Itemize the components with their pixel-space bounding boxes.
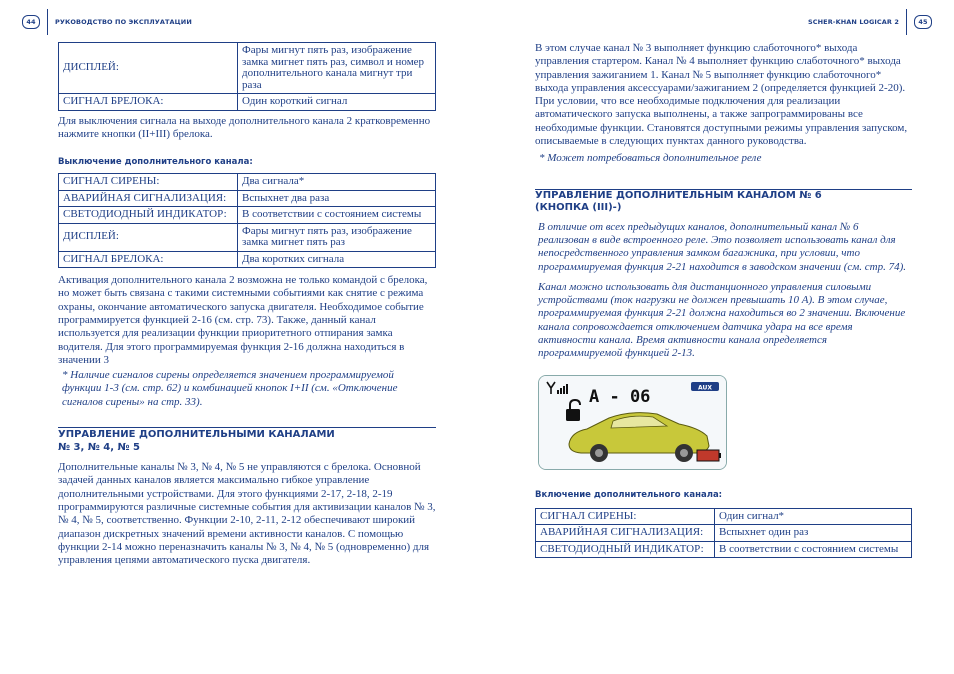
paragraph: Активация дополнительного канала 2 возможна не только командой с брелока, но может быть связана с такими системными событиями как снятие с режима охраны, окончание автоматического запуска двигателя. Необходимое событие программируется функцией 2-16 (см. стр. 73). Также, данный канал используется для реализации функции приоритетного отпирания замка водителя. Для этого программируемая функция 2-16 должна находиться в значении 3 xyxy=(58,274,428,366)
table-value: Фары мигнут пять раз, изображение замка мигнет пять раз xyxy=(238,223,436,251)
table-row xyxy=(59,190,436,207)
table-row xyxy=(59,207,436,224)
paragraph: В отличие от всех предыдущих каналов, дополнительный канал № 6 реализован в виде встроенного реле. Это позволяет использовать канал для непосредственного управления замком багажника, при условии, что программируемая функция 2-21 находится в заводском значении (см. стр. 74). xyxy=(538,220,907,273)
table-value: Один сигнал* xyxy=(715,508,912,525)
channel-on-table xyxy=(535,508,912,559)
header-right xyxy=(808,0,932,44)
footnote: * Наличие сигналов сирены определяется значением программируемой функции 1-3 (см. стр. 62) и комбинацией кнопок I+II (см. «Отключение сигналов сирены» на стр. 33). xyxy=(62,369,398,408)
section-title xyxy=(535,188,912,215)
table-value: Фары мигнут пять раз, изображение замка мигнет пять раз, символ и номер дополнительного канала мигнут три раза xyxy=(238,43,436,94)
subheading: Выключение дополнительного канала: xyxy=(58,157,253,168)
left-page xyxy=(58,42,436,567)
header-divider xyxy=(906,9,907,35)
paragraph: В этом случае канал № 3 выполняет функцию слаботочного* выхода управления стартером. Канал № 4 выполняет функцию слаботочного* выхода управления зажиганием 1. Канал № 5 выполняет функцию слаботочного* выхода управления аксессуарами/зажиганием 2 (определяется функцией 2-20). При условии, что все необходимые подключения для реализации автоматического запуска выполнены, а также запрограммированы все необходимые функции. Становятся доступными режимы управления запуском, описываемые в следующих пунктах данного руководства. xyxy=(535,42,908,148)
lcd-display-figure xyxy=(538,375,727,470)
right-page xyxy=(535,42,912,558)
subheading: Включение дополнительного канала: xyxy=(535,489,723,500)
header-divider xyxy=(47,9,48,35)
table-row xyxy=(536,508,912,525)
table-value: Два коротких сигнала xyxy=(238,251,436,268)
table-row xyxy=(59,94,436,111)
table-value: Один короткий сигнал xyxy=(238,94,436,111)
paragraph: Канал можно использовать для дистанционного управления силовыми устройствами (ток нагрузки не должен превышать 10 А). В этом случае, программируемая функция 2-21 должна находиться во 2 значении. Включение канала сопровождается отключением датчика удара на все время активности канала. Время активности канала определяется программируемой функцией 2-13. xyxy=(538,280,906,360)
page-number-left: 44 xyxy=(22,15,40,29)
table-key: ДИСПЛЕЙ: xyxy=(59,43,238,94)
section-title-line: УПРАВЛЕНИЕ ДОПОЛНИТЕЛЬНЫМИ КАНАЛАМИ xyxy=(58,429,335,441)
table-key: СИГНАЛ СИРЕНЫ: xyxy=(59,174,238,191)
page-number-right: 45 xyxy=(914,15,932,29)
table-key: АВАРИЙНАЯ СИГНАЛИЗАЦИЯ: xyxy=(536,525,715,542)
table-value: В соответствии с состоянием системы xyxy=(715,541,912,558)
table-key: СИГНАЛ СИРЕНЫ: xyxy=(536,508,715,525)
header-left xyxy=(22,0,192,44)
table-value: Вспыхнет один раз xyxy=(715,525,912,542)
table-row xyxy=(59,43,436,94)
table-key: ДИСПЛЕЙ: xyxy=(59,223,238,251)
table-value: Вспыхнет два раза xyxy=(238,190,436,207)
lcd-display-svg xyxy=(539,376,726,469)
table-row xyxy=(536,541,912,558)
table-key: АВАРИЙНАЯ СИГНАЛИЗАЦИЯ: xyxy=(59,190,238,207)
aux-label: AUX xyxy=(698,383,712,391)
table-row xyxy=(59,174,436,191)
table-value: Два сигнала* xyxy=(238,174,436,191)
paragraph: Дополнительные каналы № 3, № 4, № 5 не управляются с брелока. Основной задачей данных каналов является максимально гибкое управление дополнительными устройствами. Для этого функциями 2-17, 2-18, 2-19 программируются различные системные события для активизации каналов № 3, № 4, № 5, соответственно. Функции 2-10, 2-11, 2-12 обеспечивают широкий диапазон дискретных значений времени активности каналов. С помощью функции 2-14 можно переназначить каналы № 3, № 4, № 5 (одновременно) для управления цепями автоматического пуска двигателя. xyxy=(58,461,436,567)
footnote: * Может потребоваться дополнительное реле xyxy=(539,152,762,165)
table-key: СИГНАЛ БРЕЛОКА: xyxy=(59,251,238,268)
section-title-line: № 3, № 4, № 5 xyxy=(58,441,140,453)
display-signals-table xyxy=(58,42,436,111)
table-row xyxy=(536,525,912,542)
channel-off-table xyxy=(58,173,436,268)
table-row xyxy=(59,251,436,268)
section-title-line: УПРАВЛЕНИЕ ДОПОЛНИТЕЛЬНЫМ КАНАЛОМ № 6 xyxy=(535,189,912,203)
table-key: СВЕТОДИОДНЫЙ ИНДИКАТОР: xyxy=(59,207,238,224)
table-row xyxy=(59,223,436,251)
paragraph: Для выключения сигнала на выходе дополнительного канала 2 кратковременно нажмите кнопки (II+III) брелока. xyxy=(58,114,431,140)
header-title-left: РУКОВОДСТВО ПО ЭКСПЛУАТАЦИИ xyxy=(55,18,192,26)
table-key: СИГНАЛ БРЕЛОКА: xyxy=(59,94,238,111)
battery-icon xyxy=(697,450,721,461)
section-title-line: (КНОПКА (III)-) xyxy=(535,202,622,214)
table-value: В соответствии с состоянием системы xyxy=(238,207,436,224)
table-key: СВЕТОДИОДНЫЙ ИНДИКАТОР: xyxy=(536,541,715,558)
section-title xyxy=(58,427,436,454)
header-title-right: SCHER-KHAN LOGICAR 2 xyxy=(807,18,899,26)
channel-indicator: A - 06 xyxy=(589,386,651,407)
